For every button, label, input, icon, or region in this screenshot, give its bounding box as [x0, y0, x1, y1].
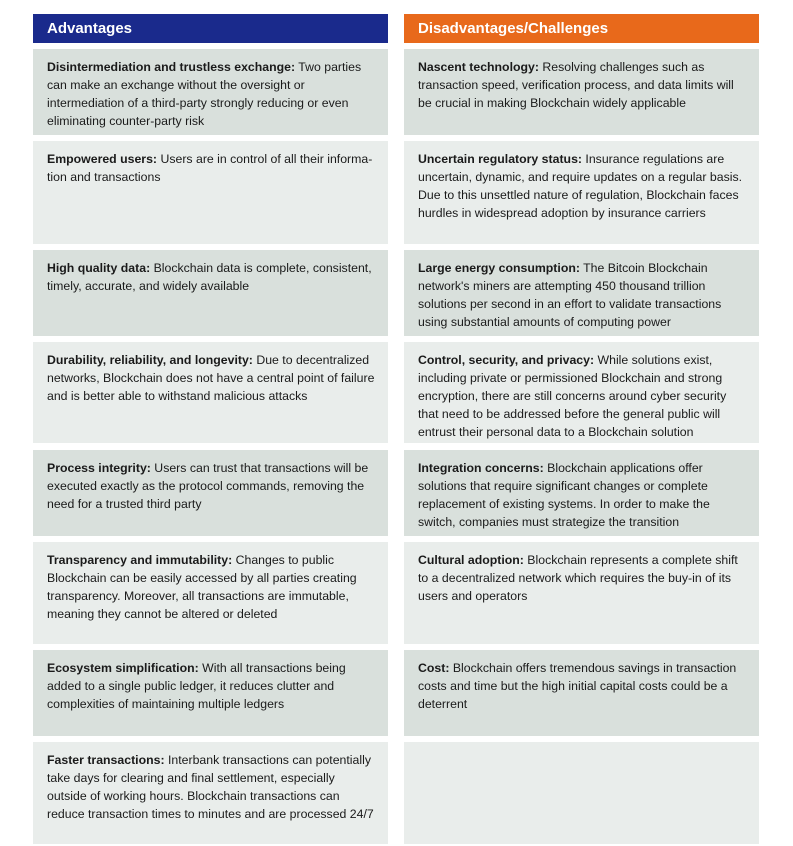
item-title: Cultural adoption: [418, 553, 524, 567]
item-title: Disintermediation and trustless exchange: [47, 60, 296, 74]
item-title: Integration concerns: [418, 461, 544, 475]
item-text: While solutions exist, including private or permissioned Blockchain and strong encryption, there are still concerns around cyber security that need to be addressed before the general public will entrust their personal data to a Blockchain solution [418, 353, 727, 439]
advantage-item [33, 742, 388, 844]
advantage-item [33, 49, 388, 135]
item-text: Two parties can make an exchange without the oversight or intermediation of a third-party strongly reducing or even eliminating counter-party risk [47, 60, 362, 128]
item-text: Interbank transactions can potentially take days for clearing and final settlement, especially outside of working hours. Blockchain transactions can reduce transaction times to minutes and are processed 24/7 [47, 753, 374, 821]
advantage-item [33, 250, 388, 336]
item-text: Changes to public Blockchain can be easily accessed by all parties creating transparency. Moreover, all transactions are immutable, meaning they cannot be altered or deleted [47, 553, 357, 621]
advantage-item [33, 141, 388, 244]
advantages-header: Advantages [33, 14, 388, 43]
advantage-item [33, 542, 388, 644]
disadvantage-item [404, 141, 759, 244]
item-text: Due to decentralized networks, Blockchain does not have a central point of failure and is better able to withstand malicious attacks [47, 353, 375, 403]
item-text: With all transactions being added to a single public ledger, it reduces clutter and complexities of maintaining multiple ledgers [47, 661, 346, 711]
disadvantage-item [404, 342, 759, 443]
disadvantage-item [404, 450, 759, 536]
disadvantage-item [404, 542, 759, 644]
advantages-column [33, 14, 388, 821]
item-title: Nascent technology: [418, 60, 539, 74]
item-title: Ecosystem simplification: [47, 661, 199, 675]
item-title: Process integrity: [47, 461, 151, 475]
item-text: Blockchain represents a complete shift to a decentralized network which requires the buy-in of its users and operators [418, 553, 738, 603]
item-title: Cost: [418, 661, 450, 675]
advantage-item [33, 650, 388, 736]
item-text: Blockchain offers tremendous savings in transaction costs and time but the high initial capital costs could be a deterrent [418, 661, 737, 711]
item-title: Control, security, and privacy: [418, 353, 595, 367]
empty-cell [404, 742, 759, 844]
item-text: Users can trust that transactions will be executed exactly as the protocol commands, removing the need for a trusted third party [47, 461, 369, 511]
item-title: High quality data: [47, 261, 151, 275]
item-title: Faster transactions: [47, 753, 165, 767]
item-text: Users are in control of all their informa-tion and transactions [47, 152, 373, 184]
item-text: The Bitcoin Blockchain network's miners are attempting 450 thousand trillion solutions per second in an effort to validate transactions using substantial amounts of computing power [418, 261, 722, 329]
item-title: Uncertain regulatory status: [418, 152, 582, 166]
disadvantage-item [404, 650, 759, 736]
disadvantages-column [404, 14, 759, 711]
advantage-item [33, 450, 388, 536]
item-title: Large energy consumption: [418, 261, 580, 275]
item-text: Blockchain data is complete, consistent, timely, accurate, and widely available [47, 261, 372, 293]
item-text: Blockchain applications offer solutions that require significant changes or complete replacement of existing systems. In order to make the switch, companies must strategize the transition [418, 461, 710, 529]
item-title: Empowered users: [47, 152, 158, 166]
item-text: Resolving challenges such as transaction speed, verification process, and data limits will be crucial in making Blockchain widely applicable [418, 60, 734, 110]
advantage-item [33, 342, 388, 443]
disadvantage-item [404, 250, 759, 336]
disadvantage-item [404, 49, 759, 135]
item-title: Transparency and immutability: [47, 553, 233, 567]
item-text: Insurance regulations are uncertain, dynamic, and require updates on a regular basis. Due to this unsettled nature of regulation, Blockchain faces hurdles in widespread adoption by insurance carriers [418, 152, 743, 220]
item-title: Durability, reliability, and longevity: [47, 353, 253, 367]
disadvantages-header: Disadvantages/Challenges [404, 14, 759, 43]
